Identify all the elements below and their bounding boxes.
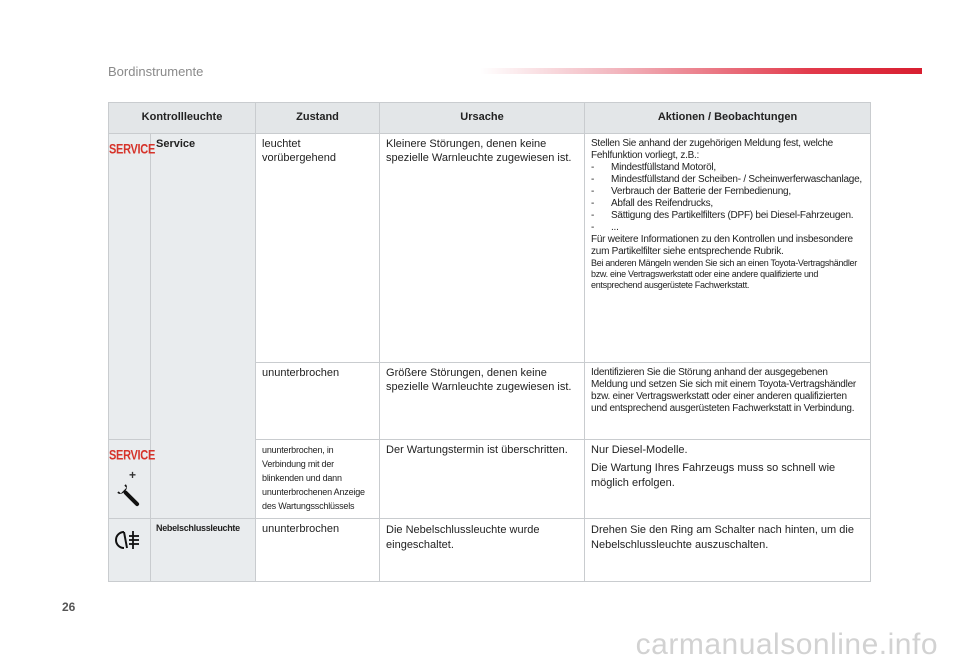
action-cell: Drehen Sie den Ring am Schalter nach hinten, um die Nebelschlussleuchte auszuschalten. bbox=[585, 519, 871, 582]
state-cell: ununterbrochen bbox=[256, 363, 380, 440]
table-row bbox=[109, 519, 871, 582]
cause-cell: Größere Störungen, denen keine spezielle Warnleuchte zugewiesen ist. bbox=[380, 363, 585, 440]
column-header-state: Zustand bbox=[256, 103, 380, 134]
table-header-row bbox=[109, 103, 871, 134]
state-cell: ununterbrochen bbox=[256, 519, 380, 582]
column-header-cause: Ursache bbox=[380, 103, 585, 134]
list-item: - Abfall des Reifendrucks, bbox=[591, 198, 713, 209]
service-warning-icon: SERVICE bbox=[109, 142, 155, 158]
lamp-name-cell: Nebelschlussleuchte bbox=[151, 519, 256, 582]
action-note: Bei anderen Mängeln wenden Sie sich an einen Toyota-Vertragshändler bzw. eine Vertragswerkstatt oder eine andere qualifizierte und entsprechend ausgerüstete Fachwerkstatt. bbox=[591, 258, 857, 290]
page-number: 26 bbox=[62, 600, 76, 614]
state-cell: leuchtet vorübergehend bbox=[256, 134, 380, 363]
watermark: carmanualsonline.info bbox=[635, 628, 938, 661]
action-line: Die Wartung Ihres Fahrzeugs muss so schnell wie möglich erfolgen. bbox=[591, 461, 836, 490]
cause-cell: Die Nebelschlussleuchte wurde eingeschaltet. bbox=[380, 519, 585, 582]
table-row bbox=[109, 134, 871, 363]
list-item: - Mindestfüllstand der Scheiben- / Scheinwerferwaschanlage, bbox=[591, 174, 862, 185]
rear-fog-lamp-icon bbox=[109, 529, 150, 556]
warning-lamp-table bbox=[108, 102, 871, 582]
action-line: Nur Diesel-Modelle. bbox=[591, 444, 688, 456]
action-cell bbox=[585, 134, 871, 363]
list-item: - Sättigung des Partikelfilters (DPF) bei Diesel-Fahrzeugen. bbox=[591, 210, 854, 221]
cause-cell: Kleinere Störungen, denen keine spezielle Warnleuchte zugewiesen ist. bbox=[380, 134, 585, 363]
list-item: - ... bbox=[591, 222, 619, 233]
plus-sign: + bbox=[128, 467, 136, 482]
state-cell: ununterbrochen, in Verbindung mit der blinkenden und dann ununterbrochenen Anzeige des Wartungsschlüssels bbox=[256, 440, 380, 519]
lamp-icon-cell bbox=[109, 519, 151, 582]
lamp-name: Service bbox=[156, 138, 196, 150]
lamp-icon-cell bbox=[109, 134, 155, 440]
cause-cell: Der Wartungstermin ist überschritten. bbox=[380, 440, 585, 519]
lamp-icon-cell bbox=[109, 440, 155, 519]
lamp-name-cell bbox=[151, 134, 256, 519]
column-header-lamp: Kontrollleuchte bbox=[109, 103, 256, 134]
action-more-info: Für weitere Informationen zu den Kontrollen und insbesondere zum Partikelfilter siehe entsprechende Rubrik. bbox=[591, 234, 853, 257]
section-title: Bordinstrumente bbox=[108, 64, 204, 79]
action-cell: Identifizieren Sie die Störung anhand der ausgegebenen Meldung und setzen Sie sich mit einem Toyota-Vertragshändler bzw. einer Vertragswerkstatt oder einer anderen qualifizierten und entsprechend ausgerüsteten Fachwerkstatt in Verbindung. bbox=[585, 363, 871, 440]
column-header-action: Aktionen / Beobachtungen bbox=[585, 103, 871, 134]
list-item: - Verbrauch der Batterie der Fernbedienung, bbox=[591, 186, 791, 197]
wrench-icon bbox=[109, 483, 150, 516]
list-item: - Mindestfüllstand Motoröl, bbox=[591, 162, 716, 173]
action-intro: Stellen Sie anhand der zugehörigen Meldung fest, welche Fehlfunktion vorliegt, z.B.: bbox=[591, 138, 833, 161]
action-cell bbox=[585, 440, 871, 519]
header-accent-bar bbox=[480, 68, 922, 74]
service-warning-icon: SERVICE bbox=[109, 448, 155, 464]
